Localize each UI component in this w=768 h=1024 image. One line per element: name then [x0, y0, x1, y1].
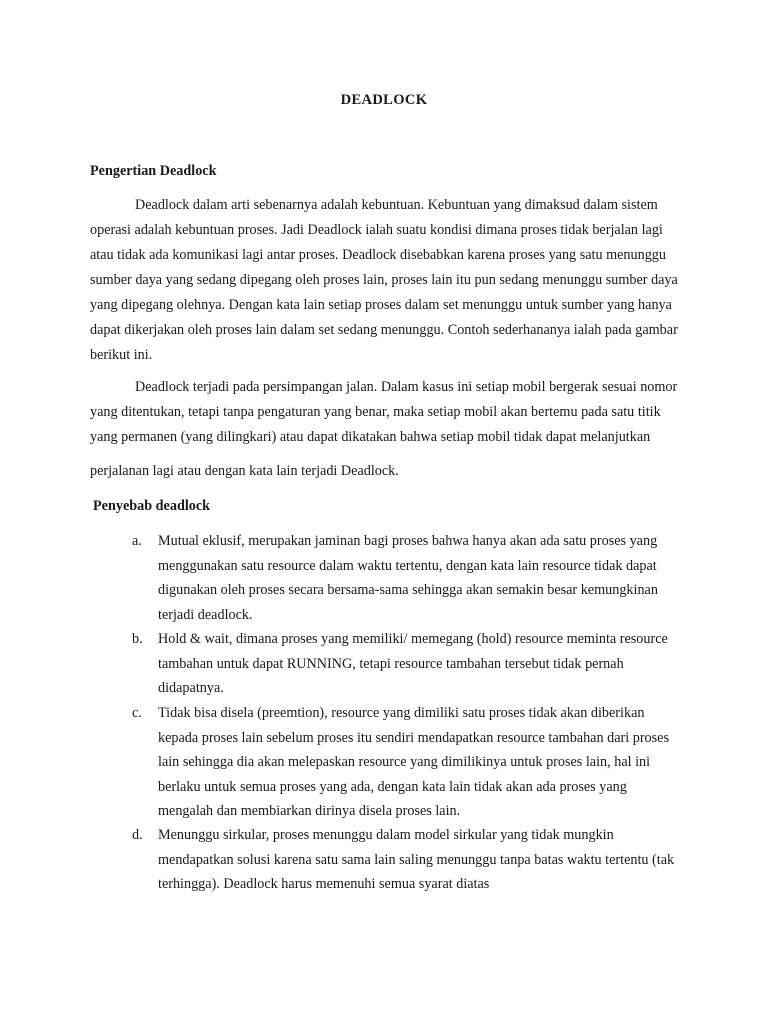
list-item	[132, 701, 680, 824]
document-title: DEADLOCK	[340, 92, 428, 108]
paragraph-conclusion: perjalanan lagi atau dengan kata lain terjadi Deadlock.	[90, 463, 399, 479]
list-item-text: Hold & wait, dimana proses yang memiliki/ memegang (hold) resource meminta resource tambahan untuk dapat RUNNING, tetapi resource tambahan tersebut tidak pernah didapatnya.	[158, 631, 668, 696]
list-item-text: Menunggu sirkular, proses menunggu dalam model sirkular yang tidak mungkin mendapatkan solusi karena satu sama lain saling menunggu tanpa batas waktu tertentu (tak terhingga). Deadlock harus memenuhi semua syarat diatas	[158, 827, 675, 892]
cause-list-item-d	[132, 823, 680, 897]
list-marker: d.	[132, 827, 143, 843]
cause-list-item-a	[132, 529, 680, 627]
list-item-text: Tidak bisa disela (preemtion), resource yang dimiliki satu proses tidak akan diberikan kepada proses lain sebelum proses itu sendiri mendapatkan resource tambahan dari proses lain sehingga dia akan melepaskan resource yang dimilikinya untuk proses lain, hal ini berlaku untuk semua proses yang ada, dengan kata lain tidak akan ada proses yang mengalah dan membiarkan dirinya disela proses lain.	[158, 705, 669, 819]
cause-list-item-b	[132, 627, 680, 701]
paragraph-text: Deadlock dalam arti sebenarnya adalah kebuntuan. Kebuntuan yang dimaksud dalam sistem operasi adalah kebuntuan proses. Jadi Deadlock ialah suatu kondisi dimana proses tidak berjalan lagi atau tidak ada komunikasi lagi antar proses. Deadlock disebabkan karena proses yang satu menunggu sumber daya yang sedang dipegang oleh proses lain, proses lain itu pun sedang menunggu sumber daya yang dipegang olehnya. Dengan kata lain setiap proses dalam set menunggu untuk sumber yang hanya dapat dikerjakan oleh proses lain dalam set sedang menunggu. Contoh sederhananya ialah pada gambar berikut ini.	[90, 197, 678, 363]
list-item	[132, 627, 680, 701]
paragraph-definition	[90, 193, 680, 368]
cause-list-item-c	[132, 701, 680, 824]
section-heading-penyebab: Penyebab deadlock	[93, 498, 211, 514]
paragraph-example	[90, 375, 680, 450]
list-item	[132, 823, 680, 897]
list-marker: a.	[132, 533, 142, 549]
list-marker: c.	[132, 705, 142, 721]
section-heading-pengertian: Pengertian Deadlock	[90, 163, 217, 179]
list-item-text: Mutual eklusif, merupakan jaminan bagi proses bahwa hanya akan ada satu proses yang menggunakan satu resource dalam waktu tertentu, dengan kata lain resource tidak dapat digunakan oleh proses secara bersama-sama sehingga akan semakin besar kemungkinan terjadi deadlock.	[158, 533, 658, 623]
list-item	[132, 529, 680, 627]
list-marker: b.	[132, 631, 143, 647]
paragraph-text: Deadlock terjadi pada persimpangan jalan. Dalam kasus ini setiap mobil bergerak sesuai nomor yang ditentukan, tetapi tanpa pengaturan yang benar, maka setiap mobil akan bertemu pada satu titik yang permanen (yang dilingkari) atau dapat dikatakan bahwa setiap mobil tidak dapat melanjutkan	[90, 379, 678, 445]
